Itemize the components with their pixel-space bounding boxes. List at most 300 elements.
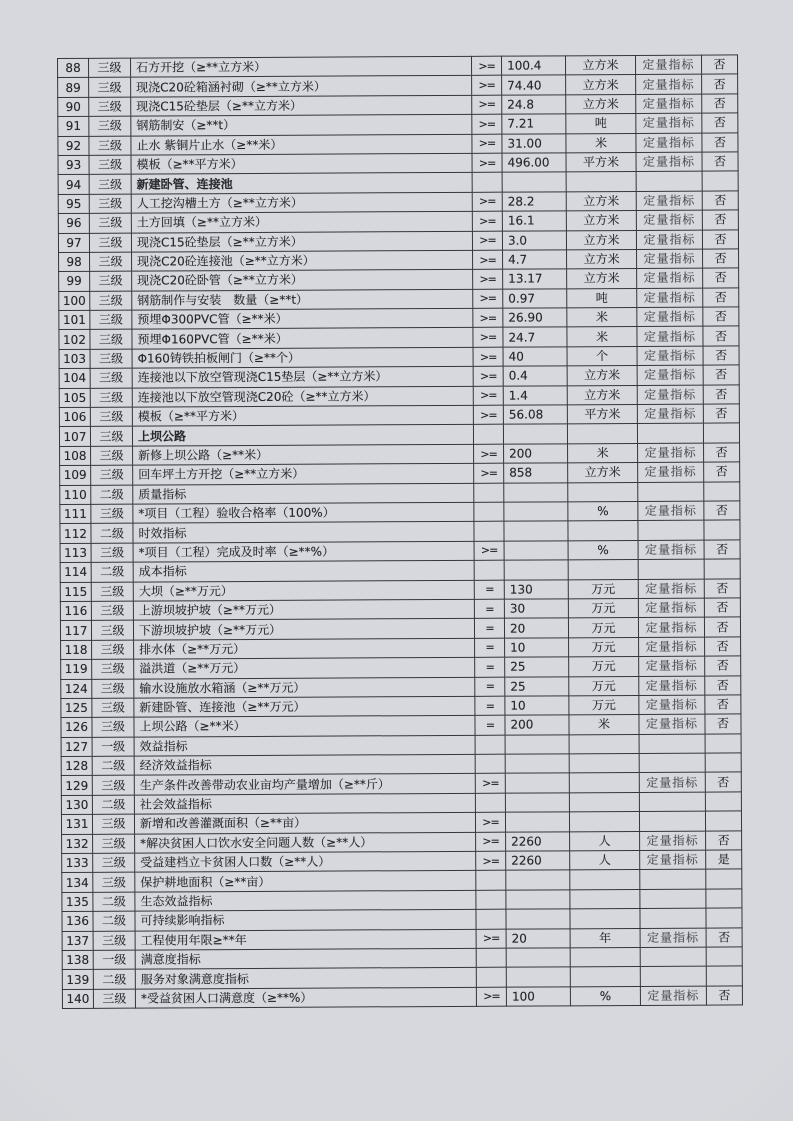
row-indicator-type: 定量指标 [636, 230, 702, 250]
row-description: 现浇C20砼卧管（≥**立方米） [132, 270, 473, 291]
row-unit: 立方米 [567, 366, 637, 386]
row-flag [706, 889, 742, 909]
row-description: Φ160铸铁拍板闸门（≥**个） [132, 347, 473, 368]
row-operator: >= [473, 328, 503, 348]
row-flag: 否 [706, 986, 742, 1006]
row-indicator-type [639, 753, 705, 773]
row-number: 104 [59, 369, 90, 389]
row-operator: >= [476, 987, 506, 1007]
row-indicator-type: 定量指标 [637, 288, 703, 308]
row-operator: >= [476, 851, 506, 871]
row-operator: >= [473, 366, 503, 386]
row-flag: 否 [702, 94, 738, 114]
row-description: 现浇C20砼连接池（≥**立方米） [132, 250, 473, 271]
row-unit [570, 889, 640, 909]
row-value: 10 [505, 638, 569, 658]
row-number: 128 [61, 756, 92, 776]
row-description: 新建卧管、连接池 [131, 173, 472, 194]
row-description: 钢筋制安（≥**t） [131, 115, 472, 136]
row-indicator-type: 定量指标 [636, 94, 702, 114]
row-number: 99 [59, 272, 90, 292]
row-level: 三级 [90, 407, 132, 427]
row-value: 26.90 [503, 308, 567, 328]
row-indicator-type: 定量指标 [639, 714, 705, 734]
row-flag: 否 [705, 772, 741, 792]
row-flag [706, 908, 742, 928]
row-level: 二级 [92, 795, 134, 815]
row-value [506, 909, 570, 929]
row-operator: >= [472, 95, 502, 115]
row-operator [476, 890, 506, 910]
row-operator: >= [472, 231, 502, 251]
row-number: 107 [59, 427, 90, 447]
row-operator [474, 522, 504, 542]
row-description: 现浇C20砼箱涵衬砌（≥**立方米） [131, 76, 472, 97]
row-operator: >= [472, 192, 502, 212]
row-value: 25 [505, 657, 569, 677]
row-description: 满意度指标 [135, 948, 476, 969]
row-flag: 否 [703, 326, 739, 346]
row-operator: >= [472, 114, 502, 134]
row-operator [474, 483, 504, 503]
row-flag: 否 [702, 152, 738, 172]
row-unit [570, 947, 640, 967]
row-description: 生态效益指标 [135, 890, 476, 911]
row-number: 127 [61, 737, 92, 757]
row-operator [473, 425, 503, 445]
row-flag: 否 [702, 132, 738, 152]
row-flag [705, 811, 741, 831]
row-number: 96 [58, 213, 89, 233]
row-value: 13.17 [503, 269, 567, 289]
row-unit [570, 909, 640, 929]
row-number: 91 [58, 117, 89, 137]
row-flag: 否 [702, 74, 738, 94]
row-operator: >= [476, 832, 506, 852]
row-value: 74.40 [502, 75, 566, 95]
row-indicator-type: 定量指标 [636, 210, 702, 230]
row-description: 石方开挖（≥**立方米） [131, 56, 472, 77]
row-level: 三级 [89, 136, 131, 156]
row-indicator-type: 定量指标 [639, 773, 705, 793]
row-unit: 立方米 [568, 463, 638, 483]
row-description: 回车坪土方开挖（≥**立方米） [133, 464, 474, 485]
row-flag: 否 [704, 617, 740, 637]
row-value [504, 502, 568, 522]
row-operator [476, 968, 506, 988]
row-value: 1.4 [503, 385, 567, 405]
row-level: 三级 [90, 291, 132, 311]
row-flag: 否 [704, 598, 740, 618]
row-description: 土方回填（≥**立方米） [131, 211, 472, 232]
row-value: 4.7 [503, 250, 567, 270]
row-level: 三级 [92, 814, 134, 834]
row-flag [702, 171, 738, 191]
row-unit: % [568, 501, 638, 521]
row-level: 三级 [90, 349, 132, 369]
row-level: 三级 [90, 368, 132, 388]
row-flag: 否 [704, 501, 740, 521]
row-description: 人工挖沟槽土方（≥**立方米） [131, 192, 472, 213]
row-unit: 人 [570, 831, 640, 851]
row-flag: 否 [703, 404, 739, 424]
row-indicator-type [640, 966, 706, 986]
row-operator [475, 793, 505, 813]
row-unit [568, 482, 638, 502]
row-operator: = [474, 599, 504, 619]
row-indicator-type: 定量指标 [636, 75, 702, 95]
row-level: 三级 [89, 194, 131, 214]
row-level: 三级 [93, 834, 135, 854]
row-unit: 万元 [569, 657, 639, 677]
row-unit: 米 [566, 133, 636, 153]
row-operator [475, 754, 505, 774]
row-number: 95 [58, 194, 89, 214]
row-indicator-type: 定量指标 [638, 443, 704, 463]
row-flag [705, 753, 741, 773]
row-flag: 否 [704, 443, 740, 463]
row-flag: 否 [703, 365, 739, 385]
row-flag [706, 869, 742, 889]
row-number: 102 [59, 330, 90, 350]
row-number: 124 [61, 679, 92, 699]
row-value [505, 812, 569, 832]
row-flag: 否 [703, 307, 739, 327]
row-unit [566, 172, 636, 192]
row-description: 模板（≥**平方米） [132, 405, 473, 426]
row-unit [570, 870, 640, 890]
row-value: 31.00 [502, 133, 566, 153]
row-number: 110 [60, 485, 91, 505]
row-unit: 万元 [568, 579, 638, 599]
row-description: 输水设施放水箱涵（≥**万元） [134, 677, 475, 698]
row-description: 保护耕地面积（≥**亩） [135, 871, 476, 892]
row-number: 94 [58, 175, 89, 195]
row-number: 126 [61, 718, 92, 738]
row-level: 三级 [93, 873, 135, 893]
row-operator [475, 735, 505, 755]
row-value [503, 424, 567, 444]
row-level: 三级 [89, 78, 131, 98]
row-level: 三级 [91, 465, 133, 485]
row-indicator-type: 定量指标 [637, 365, 703, 385]
row-operator: = [475, 715, 505, 735]
row-description: 新修上坝公路（≥**米） [133, 444, 474, 465]
row-value [504, 541, 568, 561]
row-unit: 米 [567, 308, 637, 328]
row-flag: 否 [704, 462, 740, 482]
row-value: 7.21 [502, 114, 566, 134]
row-number: 140 [62, 989, 93, 1009]
row-number: 112 [60, 524, 91, 544]
row-unit: 万元 [569, 695, 639, 715]
row-operator: >= [471, 56, 501, 76]
row-flag: 否 [703, 288, 739, 308]
row-indicator-type [638, 559, 704, 579]
row-level: 三级 [91, 582, 133, 602]
row-operator: >= [473, 269, 503, 289]
row-flag: 否 [705, 637, 741, 657]
row-value: 0.97 [503, 289, 567, 309]
row-unit: 吨 [566, 114, 636, 134]
row-unit: 平方米 [567, 404, 637, 424]
row-value: 2260 [506, 831, 570, 851]
row-flag: 否 [704, 540, 740, 560]
performance-indicator-table [57, 54, 743, 1009]
row-number: 100 [59, 291, 90, 311]
row-indicator-type [637, 424, 703, 444]
row-indicator-type: 定量指标 [637, 346, 703, 366]
row-unit: 万元 [568, 598, 638, 618]
row-flag [704, 482, 740, 502]
row-description: 可持续影响指标 [135, 910, 476, 931]
row-unit [568, 521, 638, 541]
row-indicator-type: 定量指标 [637, 307, 703, 327]
row-operator: = [475, 657, 505, 677]
row-unit [569, 754, 639, 774]
row-level: 二级 [91, 485, 133, 505]
row-unit [569, 812, 639, 832]
row-operator: >= [473, 289, 503, 309]
row-indicator-type: 定量指标 [638, 579, 704, 599]
row-level: 三级 [92, 659, 134, 679]
row-value [504, 482, 568, 502]
row-indicator-type [636, 171, 702, 191]
row-operator: >= [472, 76, 502, 96]
row-operator: = [475, 677, 505, 697]
row-unit [567, 424, 637, 444]
row-level: 三级 [90, 310, 132, 330]
row-value: 24.8 [502, 95, 566, 115]
row-indicator-type: 定量指标 [637, 385, 703, 405]
row-number: 136 [62, 912, 93, 932]
row-operator: >= [472, 134, 502, 154]
row-value: 2260 [506, 851, 570, 871]
row-unit: 米 [568, 443, 638, 463]
row-operator: = [475, 696, 505, 716]
row-indicator-type: 定量指标 [638, 540, 704, 560]
row-description: *受益贫困人口满意度（≥**%） [135, 987, 476, 1008]
row-number: 138 [62, 950, 93, 970]
row-number: 131 [61, 815, 92, 835]
row-flag [706, 966, 742, 986]
row-unit [570, 967, 640, 987]
row-indicator-type: 定量指标 [638, 598, 704, 618]
row-value: 20 [506, 928, 570, 948]
row-level: 三级 [91, 620, 133, 640]
row-level: 三级 [89, 233, 131, 253]
row-value: 858 [504, 463, 568, 483]
row-number: 89 [58, 78, 89, 98]
row-flag: 否 [703, 268, 739, 288]
row-value [504, 560, 568, 580]
row-indicator-type [638, 482, 704, 502]
row-description: 时效指标 [133, 522, 474, 543]
row-indicator-type: 定量指标 [636, 113, 702, 133]
row-number: 111 [60, 504, 91, 524]
row-flag: 否 [702, 191, 738, 211]
row-number: 92 [58, 136, 89, 156]
row-operator: >= [472, 211, 502, 231]
row-operator: >= [473, 405, 503, 425]
row-level: 三级 [90, 271, 132, 291]
row-indicator-type: 定量指标 [640, 831, 706, 851]
row-flag: 否 [705, 675, 741, 695]
row-description: 受益建档立卡贫困人口数（≥**人） [135, 851, 476, 872]
row-operator: >= [475, 812, 505, 832]
row-number: 135 [62, 892, 93, 912]
row-indicator-type: 定量指标 [637, 404, 703, 424]
row-description: *解决贫困人口饮水安全问题人数（≥**人） [135, 832, 476, 853]
row-indicator-type: 定量指标 [639, 676, 705, 696]
row-indicator-type: 定量指标 [635, 55, 701, 75]
row-level: 一级 [92, 737, 134, 757]
row-flag: 否 [704, 578, 740, 598]
row-number: 93 [58, 155, 89, 175]
row-description: 新建卧管、连接池（≥**万元） [134, 696, 475, 717]
row-value: 130 [504, 579, 568, 599]
row-unit: 万元 [568, 618, 638, 638]
row-flag: 否 [705, 656, 741, 676]
row-operator [474, 560, 504, 580]
row-value: 100 [506, 987, 570, 1007]
row-description: 排水体（≥**万元） [134, 638, 475, 659]
row-unit: 平方米 [566, 152, 636, 172]
row-unit: 立方米 [567, 385, 637, 405]
row-unit: 立方米 [566, 75, 636, 95]
row-description: 预埋Φ300PVC管（≥**米） [132, 308, 473, 329]
row-flag: 否 [703, 249, 739, 269]
table-body [58, 55, 743, 1009]
row-unit [568, 560, 638, 580]
row-flag: 否 [705, 714, 741, 734]
row-indicator-type [640, 908, 706, 928]
row-unit: 米 [569, 715, 639, 735]
row-level: 三级 [93, 931, 135, 951]
row-description: 生产条件改善带动农业亩均产量增加（≥**斤） [134, 774, 475, 795]
row-flag [704, 520, 740, 540]
row-number: 115 [60, 582, 91, 602]
row-value [505, 735, 569, 755]
row-level: 三级 [89, 97, 131, 117]
row-number: 134 [62, 873, 93, 893]
row-unit: 米 [567, 327, 637, 347]
row-flag: 否 [702, 210, 738, 230]
row-number: 97 [58, 233, 89, 253]
row-level: 二级 [93, 969, 135, 989]
row-number: 101 [59, 310, 90, 330]
row-unit [569, 792, 639, 812]
row-number: 132 [62, 834, 93, 854]
row-number: 109 [60, 466, 91, 486]
row-operator: >= [474, 444, 504, 464]
row-unit: % [570, 986, 640, 1006]
row-flag: 否 [701, 55, 737, 75]
row-operator [476, 909, 506, 929]
row-description: 连接池以下放空管现浇C15垫层（≥**立方米） [132, 367, 473, 388]
row-level: 三级 [93, 853, 135, 873]
row-indicator-type: 定量指标 [638, 501, 704, 521]
table-row [62, 986, 742, 1009]
row-unit: 年 [570, 928, 640, 948]
row-value: 20 [504, 618, 568, 638]
row-unit: 立方米 [567, 269, 637, 289]
row-value: 56.08 [503, 405, 567, 425]
row-unit [569, 773, 639, 793]
row-number: 114 [60, 562, 91, 582]
row-number: 137 [62, 931, 93, 951]
row-operator: >= [472, 153, 502, 173]
row-operator: >= [473, 250, 503, 270]
row-description: 大坝（≥**万元） [133, 580, 474, 601]
row-operator [474, 502, 504, 522]
row-number: 133 [62, 853, 93, 873]
row-description: 上坝公路（≥**米） [134, 716, 475, 737]
row-indicator-type [640, 947, 706, 967]
row-level: 三级 [90, 330, 132, 350]
row-level: 三级 [90, 427, 132, 447]
row-description: 溢洪道（≥**万元） [134, 657, 475, 678]
row-level: 三级 [91, 601, 133, 621]
row-value [505, 773, 569, 793]
row-level: 三级 [92, 679, 134, 699]
row-level: 三级 [90, 252, 132, 272]
row-level: 三级 [92, 717, 134, 737]
row-indicator-type: 定量指标 [636, 191, 702, 211]
row-value: 0.4 [503, 366, 567, 386]
row-level: 二级 [93, 911, 135, 931]
row-operator: = [474, 618, 504, 638]
row-level: 三级 [91, 543, 133, 563]
row-value: 200 [505, 715, 569, 735]
row-description: 工程使用年限≥**年 [135, 929, 476, 950]
row-value: 3.0 [502, 230, 566, 250]
row-flag: 否 [706, 928, 742, 948]
row-indicator-type: 定量指标 [637, 249, 703, 269]
row-number: 116 [60, 601, 91, 621]
row-description: 模板（≥**平方米） [131, 153, 472, 174]
row-level: 三级 [93, 989, 135, 1009]
row-value: 10 [505, 696, 569, 716]
row-unit [569, 734, 639, 754]
row-description: *项目（工程）完成及时率（≥**%） [133, 541, 474, 562]
row-operator [472, 173, 502, 193]
row-description: 现浇C15砼垫层（≥**立方米） [131, 95, 472, 116]
row-value: 200 [504, 444, 568, 464]
row-number: 98 [59, 252, 90, 272]
row-number: 90 [58, 97, 89, 117]
row-description: 止水 紫铜片止水（≥**米） [131, 134, 472, 155]
row-operator [476, 948, 506, 968]
row-level: 三级 [91, 504, 133, 524]
row-number: 113 [60, 543, 91, 563]
row-operator: >= [474, 463, 504, 483]
row-indicator-type: 定量指标 [640, 928, 706, 948]
row-operator: >= [473, 308, 503, 328]
row-indicator-type: 定量指标 [640, 850, 706, 870]
row-value: 24.7 [503, 327, 567, 347]
row-flag: 否 [705, 695, 741, 715]
row-number: 118 [61, 640, 92, 660]
row-indicator-type: 定量指标 [636, 152, 702, 172]
row-operator: = [475, 638, 505, 658]
row-number: 105 [59, 388, 90, 408]
row-description: *项目（工程）验收合格率（100%） [133, 502, 474, 523]
row-indicator-type [640, 889, 706, 909]
row-flag: 否 [706, 831, 742, 851]
row-level: 三级 [91, 446, 133, 466]
row-flag: 否 [703, 346, 739, 366]
